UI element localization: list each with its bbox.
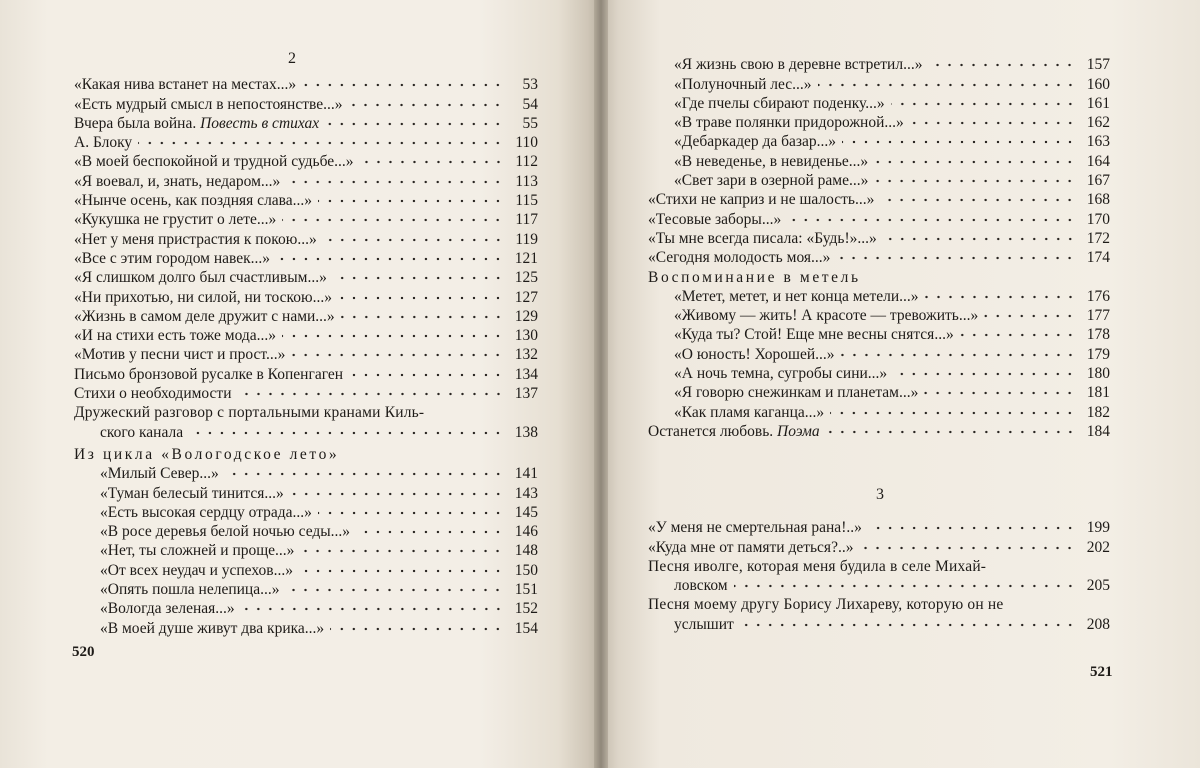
toc-entry: «Нет у меня пристрастия к покою...» 119 [74,230,538,248]
toc-entry: «Куда мне от памяти деться?..» 202 [648,538,1110,556]
toc-entry: «В росе деревья белой ночью седы...» 146 [100,523,538,541]
toc-entry: «Какая нива встанет на местах...» 53 [74,76,538,94]
toc-entry: «Сегодня молодость моя...» 174 [648,249,1110,267]
page-number-left: 520 [72,644,95,660]
toc-entry: «В моей беспокойной и трудной судьбе...» 112 [74,153,538,171]
toc-entry: «Ни прихотью, ни силой, ни тоскою...» 127 [74,288,538,306]
toc-entry: «Дебаркадер да базар...» 163 [674,133,1110,151]
toc-entry: «Тесовые заборы...» 170 [648,210,1110,228]
section-heading-3: 3 [876,486,884,503]
toc-entry: «Где пчелы сбирают поденку...» 161 [674,94,1110,112]
toc-entry: «Мотив у песни чист и прост...» 132 [74,346,538,364]
cycle-heading-vologda: Из цикла «Вологодское лето» [74,445,340,463]
toc-entry: «Метет, метет, и нет конца метели...» 176 [674,287,1110,305]
toc-entry: «И на стихи есть тоже мода...» 130 [74,327,538,345]
toc-entry: «Есть высокая сердцу отрада...» 145 [100,503,538,521]
toc-entry-wrapped: Песня моему другу Борису Лихареву, которую он не услышит 208 [648,596,1110,633]
toc-entry: Вчера была война. Повесть в стихах 55 [74,114,538,132]
toc-entry: «Все с этим городом навек...» 121 [74,249,538,267]
toc-entry: «Я говорю снежинкам и планетам...» 181 [674,384,1110,402]
toc-entry: «Милый Север...» 141 [100,465,538,483]
toc-entry: «У меня не смертельная рана!..» 199 [648,519,1110,537]
toc-entry: Останется любовь. Поэма 184 [648,422,1110,440]
toc-entry: «Опять пошла нелепица...» 151 [100,581,538,599]
toc-list-section-3 [648,518,1110,634]
toc-entry: «Есть мудрый смысл в непостоянстве...» 54 [74,95,538,113]
toc-entry: «О юность! Хорошей...» 179 [674,345,1110,363]
toc-entry: «Стихи не каприз и не шалость...» 168 [648,191,1110,209]
toc-entry: «Куда ты? Стой! Еще мне весны снятся...» 178 [674,326,1110,344]
section-heading-2: 2 [288,50,296,67]
page-number-right: 521 [1090,664,1113,680]
toc-list-right-top [648,55,1110,441]
toc-entry: «Я воевал, и, знать, недаром...» 113 [74,172,538,190]
toc-entry: «В неведенье, в невиденье...» 164 [674,152,1110,170]
toc-entry: «От всех неудач и успехов...» 150 [100,561,538,579]
toc-list-section-2 [74,75,538,638]
toc-entry: «Кукушка не грустит о лете...» 117 [74,211,538,229]
toc-entry: «Полуночный лес...» 160 [674,75,1110,93]
toc-entry: «Я слишком долго был счастливым...» 125 [74,269,538,287]
toc-entry: «В траве полянки придорожной...» 162 [674,114,1110,132]
book-gutter [594,0,608,768]
toc-entry: «Вологда зеленая...» 152 [100,600,538,618]
toc-entry: «В моей душе живут два крика...» 154 [100,619,538,637]
toc-entry-wrapped: Песня иволге, которая меня будила в селе Михай- ловском 205 [648,557,1110,595]
toc-entry: «Нет, ты сложней и проще...» 148 [100,542,538,560]
toc-entry: «Живому — жить! А красоте — тревожить...» 177 [674,307,1110,325]
right-page [600,0,1200,768]
toc-entry: «Ты мне всегда писала: «Будь!»...» 172 [648,229,1110,247]
toc-entry-wrapped: Дружеский разговор с портальными кранами Киль- ского канала 138 [74,404,538,441]
toc-entry: Письмо бронзовой русалке в Копенгаген 134 [74,365,538,383]
toc-entry: «Жизнь в самом деле дружит с нами...» 129 [74,307,538,325]
toc-entry: «А ночь темна, сугробы сини...» 180 [674,365,1110,383]
toc-entry: Стихи о необходимости 137 [74,385,538,403]
toc-entry: «Я жизнь свою в деревне встретил...» 157 [674,56,1110,74]
cycle-heading-metel: Воспоминание в метель [648,268,861,286]
toc-entry: «Как пламя каганца...» 182 [674,403,1110,421]
toc-entry: А. Блоку 110 [74,134,538,152]
toc-entry: «Туман белесый тинится...» 143 [100,484,538,502]
toc-entry: «Свет зари в озерной раме...» 167 [674,172,1110,190]
toc-entry: «Нынче осень, как поздняя слава...» 115 [74,192,538,210]
